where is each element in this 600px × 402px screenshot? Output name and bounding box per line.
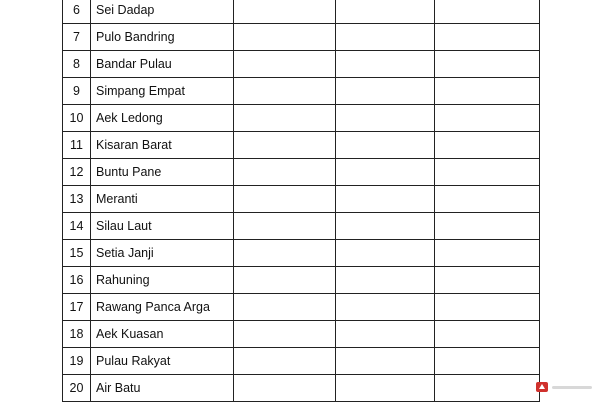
empty-cell: [234, 321, 336, 348]
empty-cell: [234, 213, 336, 240]
table-row: [63, 321, 540, 348]
empty-cell: [435, 321, 540, 348]
district-name-cell: Meranti: [91, 186, 234, 213]
empty-cell: [435, 348, 540, 375]
district-name-cell: Aek Ledong: [91, 105, 234, 132]
empty-cell: [336, 51, 435, 78]
table-row: [63, 294, 540, 321]
table-row: [63, 159, 540, 186]
empty-cell: [336, 24, 435, 51]
empty-cell: [234, 186, 336, 213]
district-name-cell: Pulo Bandring: [91, 24, 234, 51]
empty-cell: [336, 375, 435, 402]
empty-cell: [336, 78, 435, 105]
row-number-cell: 12: [63, 159, 91, 186]
row-number-cell: 7: [63, 24, 91, 51]
row-number-cell: 14: [63, 213, 91, 240]
table-body: [63, 0, 540, 402]
empty-cell: [336, 267, 435, 294]
district-table: [62, 0, 540, 402]
empty-cell: [336, 213, 435, 240]
row-number-cell: 19: [63, 348, 91, 375]
table-row: [63, 375, 540, 402]
slideshare-logo-icon: [535, 380, 549, 394]
district-name-cell: Setia Janji: [91, 240, 234, 267]
empty-cell: [336, 294, 435, 321]
watermark: [535, 380, 592, 394]
empty-cell: [435, 186, 540, 213]
table-row: [63, 348, 540, 375]
table-row: [63, 132, 540, 159]
row-number-cell: 15: [63, 240, 91, 267]
table-row: [63, 105, 540, 132]
table-row: [63, 78, 540, 105]
empty-cell: [336, 105, 435, 132]
table-row: [63, 213, 540, 240]
empty-cell: [435, 267, 540, 294]
row-number-cell: 17: [63, 294, 91, 321]
empty-cell: [234, 267, 336, 294]
district-name-cell: Air Batu: [91, 375, 234, 402]
row-number-cell: 11: [63, 132, 91, 159]
empty-cell: [234, 51, 336, 78]
row-number-cell: 16: [63, 267, 91, 294]
district-name-cell: Sei Dadap: [91, 0, 234, 24]
table-row: [63, 240, 540, 267]
district-name-cell: Aek Kuasan: [91, 321, 234, 348]
district-name-cell: Bandar Pulau: [91, 51, 234, 78]
watermark-text-bar: [552, 386, 592, 389]
empty-cell: [435, 294, 540, 321]
empty-cell: [336, 159, 435, 186]
empty-cell: [435, 240, 540, 267]
row-number-cell: 13: [63, 186, 91, 213]
empty-cell: [234, 375, 336, 402]
empty-cell: [435, 213, 540, 240]
empty-cell: [435, 159, 540, 186]
district-name-cell: Silau Laut: [91, 213, 234, 240]
row-number-cell: 9: [63, 78, 91, 105]
district-name-cell: Simpang Empat: [91, 78, 234, 105]
empty-cell: [435, 132, 540, 159]
row-number-cell: 18: [63, 321, 91, 348]
empty-cell: [234, 240, 336, 267]
table-row: [63, 24, 540, 51]
table-row: [63, 267, 540, 294]
empty-cell: [336, 186, 435, 213]
table-row: [63, 0, 540, 24]
empty-cell: [336, 0, 435, 24]
empty-cell: [336, 132, 435, 159]
empty-cell: [234, 24, 336, 51]
empty-cell: [234, 159, 336, 186]
empty-cell: [234, 0, 336, 24]
table-row: [63, 186, 540, 213]
empty-cell: [234, 348, 336, 375]
district-name-cell: Pulau Rakyat: [91, 348, 234, 375]
district-name-cell: Rawang Panca Arga: [91, 294, 234, 321]
empty-cell: [234, 132, 336, 159]
empty-cell: [234, 294, 336, 321]
row-number-cell: 8: [63, 51, 91, 78]
empty-cell: [435, 51, 540, 78]
row-number-cell: 6: [63, 0, 91, 24]
row-number-cell: 10: [63, 105, 91, 132]
empty-cell: [234, 105, 336, 132]
empty-cell: [435, 0, 540, 24]
district-name-cell: Buntu Pane: [91, 159, 234, 186]
table-row: [63, 51, 540, 78]
row-number-cell: 20: [63, 375, 91, 402]
empty-cell: [336, 240, 435, 267]
empty-cell: [336, 348, 435, 375]
district-name-cell: Kisaran Barat: [91, 132, 234, 159]
empty-cell: [435, 105, 540, 132]
empty-cell: [336, 321, 435, 348]
empty-cell: [435, 24, 540, 51]
empty-cell: [435, 375, 540, 402]
empty-cell: [435, 78, 540, 105]
empty-cell: [234, 78, 336, 105]
district-name-cell: Rahuning: [91, 267, 234, 294]
